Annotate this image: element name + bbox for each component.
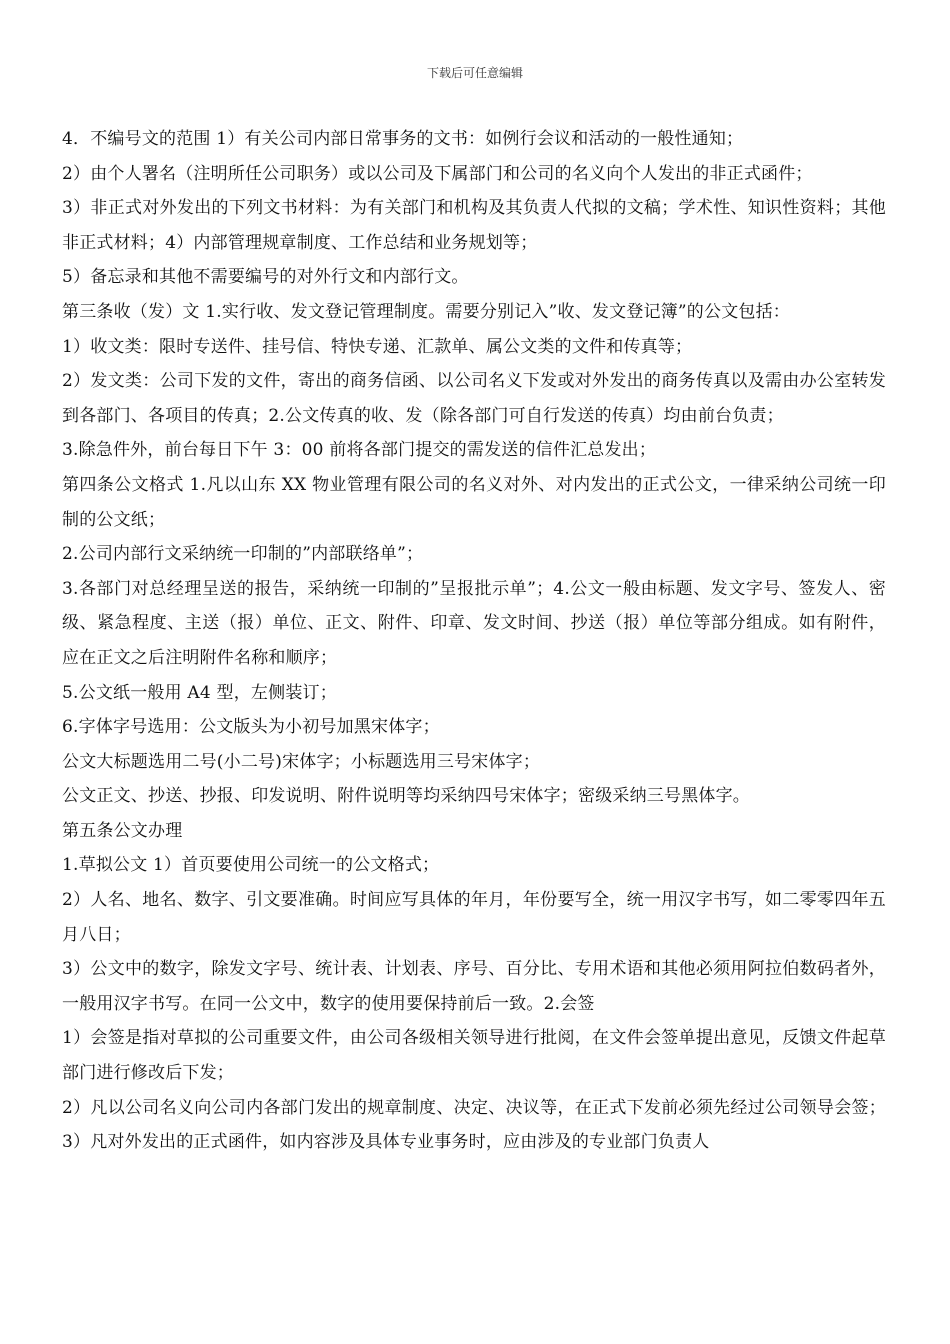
paragraph: 3.除急件外，前台每日下午 3：00 前将各部门提交的需发送的信件汇总发出； xyxy=(62,440,657,461)
paragraph: 2）人名、地名、数字、引文要准确。时间应写具体的年月，年份要写全，统一用汉字书写，如二零零四年五月八日； xyxy=(62,890,886,945)
paragraph: 1.草拟公文 1）首页要使用公司统一的公文格式； xyxy=(62,855,440,876)
paragraph: 4．不编号文的范围 1）有关公司内部日常事务的文书：如例行会议和活动的一般性通知； xyxy=(62,129,744,149)
paragraph: 2）凡以公司名义向公司内各部门发出的规章制度、决定、决议等，在正式下发前必须先经过公司领导会签；3）凡对外发出的正式函件，如内容涉及具体专业事务时，应由涉及的专业部门负责人 xyxy=(62,1097,886,1153)
paragraph: 3）公文中的数字，除发文字号、统计表、计划表、序号、百分比、专用术语和其他必须用阿拉伯数码者外，一般用汉字书写。在同一公文中，数字的使用要保持前后一致。2.会签 xyxy=(62,959,886,1014)
section-heading-paragraph: 第四条公文格式 1.凡以山东 XX 物业管理有限公司的名义对外、对内发出的正式公文，一律采纳公司统一印制的公文纸； xyxy=(62,474,886,530)
paragraph: 3.各部门对总经理呈送的报告，采纳统一印制的”呈报批示单”；4.公文一般由标题、发文字号、签发人、密级、紧急程度、主送（报）单位、正文、附件、印章、发文时间、抄送（报）单位等部分组成。如有附件，应在正文之后注明附件名称和顺序； xyxy=(62,578,886,668)
paragraph: 公文正文、抄送、抄报、印发说明、附件说明等均采纳四号宋体字；密级采纳三号黑体字。 xyxy=(62,786,750,807)
paragraph: 1）收文类：限时专送件、挂号信、特快专递、汇款单、属公文类的文件和传真等； xyxy=(62,336,693,357)
paragraph: 2）发文类：公司下发的文件，寄出的商务信函、以公司名义下发或对外发出的商务传真以及需由办公室转发到各部门、各项目的传真；2.公文传真的收、发（除各部门可自行发送的传真）均由前台负责； xyxy=(62,371,886,426)
section-heading: 第五条公文办理 xyxy=(62,820,183,841)
paragraph: 5）备忘录和其他不需要编号的对外行文和内部行文。 xyxy=(62,267,469,288)
paragraph: 2）由个人署名（注明所任公司职务）或以公司及下属部门和公司的名义向个人发出的非正式函件； xyxy=(62,163,813,184)
paragraph: 1）会签是指对草拟的公司重要文件，由公司各级相关领导进行批阅，在文件会签单提出意见，反馈文件起草部门进行修改后下发； xyxy=(62,1028,886,1084)
paragraph: 3）非正式对外发出的下列文书材料：为有关部门和机构及其负责人代拟的文稿；学术性、知识性资料；其他非正式材料；4）内部管理规章制度、工作总结和业务规划等； xyxy=(62,198,886,253)
section-heading-paragraph: 第三条收（发）文 1.实行收、发文登记管理制度。需要分别记入”收、发文登记簿”的公文包括： xyxy=(62,301,791,322)
paragraph: 6.字体字号选用：公文版头为小初号加黑宋体字； xyxy=(62,717,440,738)
paragraph: 公文大标题选用二号(小二号)宋体字；小标题选用三号宋体字； xyxy=(62,751,541,772)
paragraph: 5.公文纸一般用 A4 型，左侧装订； xyxy=(62,682,337,703)
document-body xyxy=(62,122,886,1160)
page-header: 下载后可任意编辑 xyxy=(426,66,523,80)
paragraph: 2.公司内部行文采纳统一印制的”内部联络单”； xyxy=(62,544,424,565)
